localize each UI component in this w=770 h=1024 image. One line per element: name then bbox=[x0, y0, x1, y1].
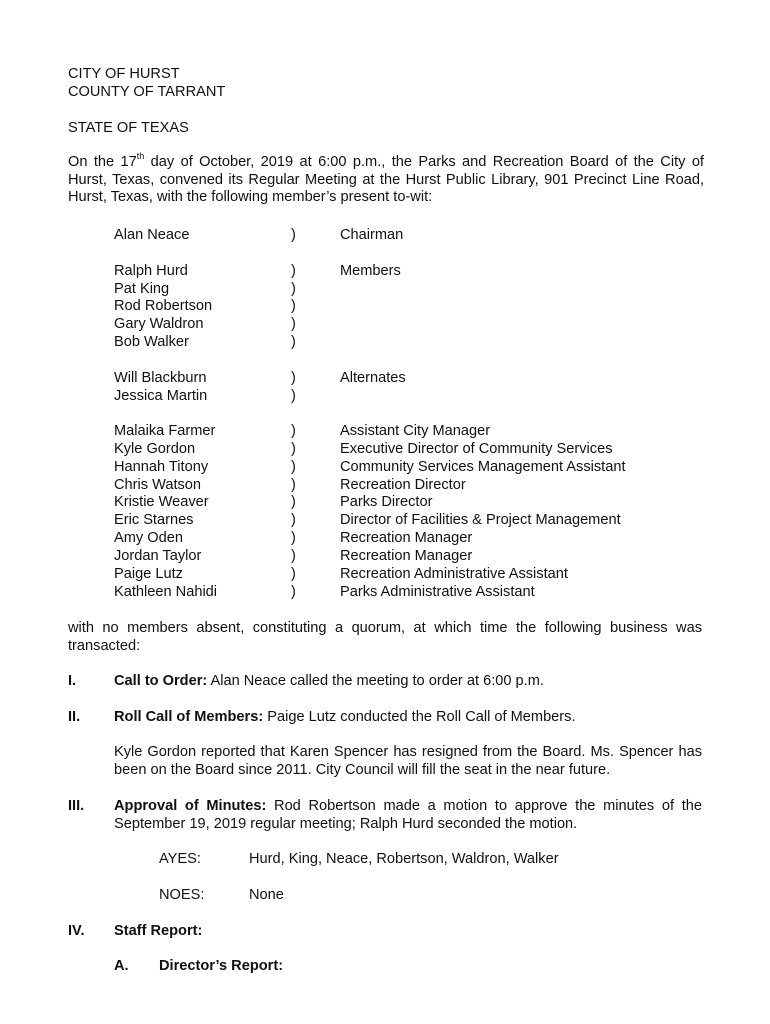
intro-superscript: th bbox=[136, 151, 145, 162]
roster-name: Kathleen Nahidi bbox=[114, 584, 218, 600]
intro-text-start: On the 17 bbox=[68, 154, 137, 170]
item-i-call-to-order bbox=[114, 673, 702, 691]
intro-text-rest: day of October, 2019 at 6:00 p.m., the Parks and Recreation Board of the City of Hurst, Texas, convened its Regular Meeting at the Hurst Public Library, 901 Precinct Line Road, Hurst, Texas, with the following member’s present to-wit: bbox=[68, 154, 704, 206]
item-ii-number: II. bbox=[68, 709, 81, 725]
roster-bracket: ) bbox=[291, 227, 296, 243]
item-ii-note: Kyle Gordon reported that Karen Spencer has resigned from the Board. Ms. Spencer has been on the Board since 2011. City Council will fill the seat in the near future. bbox=[114, 744, 702, 778]
item-iii-approval-of-minutes bbox=[114, 798, 702, 833]
ayes-names: Hurd, King, Neace, Robertson, Waldron, Walker bbox=[249, 851, 559, 867]
item-iii-title: Approval of Minutes: bbox=[114, 798, 267, 814]
roster-name: Alan Neace bbox=[114, 227, 190, 243]
roster-name: Kristie Weaver bbox=[114, 494, 209, 510]
roster-bracket: ) bbox=[291, 370, 296, 386]
roster-role: Director of Facilities & Project Management bbox=[340, 512, 621, 528]
roster-role: Recreation Director bbox=[340, 477, 466, 493]
header-city: CITY OF HURST bbox=[68, 66, 180, 82]
roster-role: Recreation Manager bbox=[340, 530, 473, 546]
quorum-paragraph: with no members absent, constituting a quorum, at which time the following business was transacted: bbox=[68, 620, 702, 654]
item-ii-roll-call bbox=[114, 709, 702, 727]
noes-names: None bbox=[249, 887, 284, 903]
roster-role: Alternates bbox=[340, 370, 406, 386]
item-i-number: I. bbox=[68, 673, 77, 689]
roster-role: Recreation Administrative Assistant bbox=[340, 566, 568, 582]
roster-bracket: ) bbox=[291, 423, 296, 439]
roster-role: Community Services Management Assistant bbox=[340, 459, 626, 475]
item-iv-title: Staff Report: bbox=[114, 923, 203, 939]
intro-paragraph bbox=[68, 151, 704, 207]
subitem-a-letter: A. bbox=[114, 958, 129, 974]
roster-role: Parks Director bbox=[340, 494, 433, 510]
roster-name: Hannah Titony bbox=[114, 459, 209, 475]
roster-name: Kyle Gordon bbox=[114, 441, 196, 457]
roster-bracket: ) bbox=[291, 548, 296, 564]
roster-name: Bob Walker bbox=[114, 334, 189, 350]
roster-bracket: ) bbox=[291, 494, 296, 510]
noes-label: NOES: bbox=[159, 887, 205, 903]
roster-name: Pat King bbox=[114, 281, 170, 297]
roster-name: Jordan Taylor bbox=[114, 548, 202, 564]
header-state: STATE OF TEXAS bbox=[68, 120, 189, 136]
item-iv-number: IV. bbox=[68, 923, 85, 939]
roster-name: Rod Robertson bbox=[114, 298, 213, 314]
roster-name: Ralph Hurd bbox=[114, 263, 188, 279]
roster-bracket: ) bbox=[291, 441, 296, 457]
roster-bracket: ) bbox=[291, 477, 296, 493]
item-i-text: Alan Neace called the meeting to order at 6:00 p.m. bbox=[207, 673, 544, 689]
roster-bracket: ) bbox=[291, 388, 296, 404]
roster-name: Jessica Martin bbox=[114, 388, 208, 404]
item-ii-text: Paige Lutz conducted the Roll Call of Members. bbox=[263, 709, 576, 725]
roster-bracket: ) bbox=[291, 263, 296, 279]
roster-bracket: ) bbox=[291, 316, 296, 332]
roster-role: Chairman bbox=[340, 227, 404, 243]
roster-role: Executive Director of Community Services bbox=[340, 441, 613, 457]
subitem-a-title: Director’s Report: bbox=[159, 958, 284, 974]
roster-name: Chris Watson bbox=[114, 477, 202, 493]
item-i-title: Call to Order: bbox=[114, 673, 208, 689]
item-iii-text: Rod Robertson made a motion to approve the minutes of the September 19, 2019 regular meeting; Ralph Hurd seconded the motion. bbox=[114, 798, 702, 832]
roster-role: Assistant City Manager bbox=[340, 423, 491, 439]
roster-name: Malaika Farmer bbox=[114, 423, 216, 439]
roster-name: Eric Starnes bbox=[114, 512, 194, 528]
roster-bracket: ) bbox=[291, 334, 296, 350]
roster-name: Paige Lutz bbox=[114, 566, 183, 582]
roster-bracket: ) bbox=[291, 298, 296, 314]
roster-bracket: ) bbox=[291, 566, 296, 582]
header-county: COUNTY OF TARRANT bbox=[68, 84, 226, 100]
roster-bracket: ) bbox=[291, 512, 296, 528]
roster-bracket: ) bbox=[291, 530, 296, 546]
roster-name: Gary Waldron bbox=[114, 316, 204, 332]
roster-name: Will Blackburn bbox=[114, 370, 207, 386]
roster-bracket: ) bbox=[291, 584, 296, 600]
roster-role: Members bbox=[340, 263, 401, 279]
roster-role: Recreation Manager bbox=[340, 548, 473, 564]
item-iii-number: III. bbox=[68, 798, 85, 814]
roster-role: Parks Administrative Assistant bbox=[340, 584, 535, 600]
roster-bracket: ) bbox=[291, 281, 296, 297]
ayes-label: AYES: bbox=[159, 851, 201, 867]
roster-bracket: ) bbox=[291, 459, 296, 475]
item-ii-title: Roll Call of Members: bbox=[114, 709, 264, 725]
roster-name: Amy Oden bbox=[114, 530, 183, 546]
